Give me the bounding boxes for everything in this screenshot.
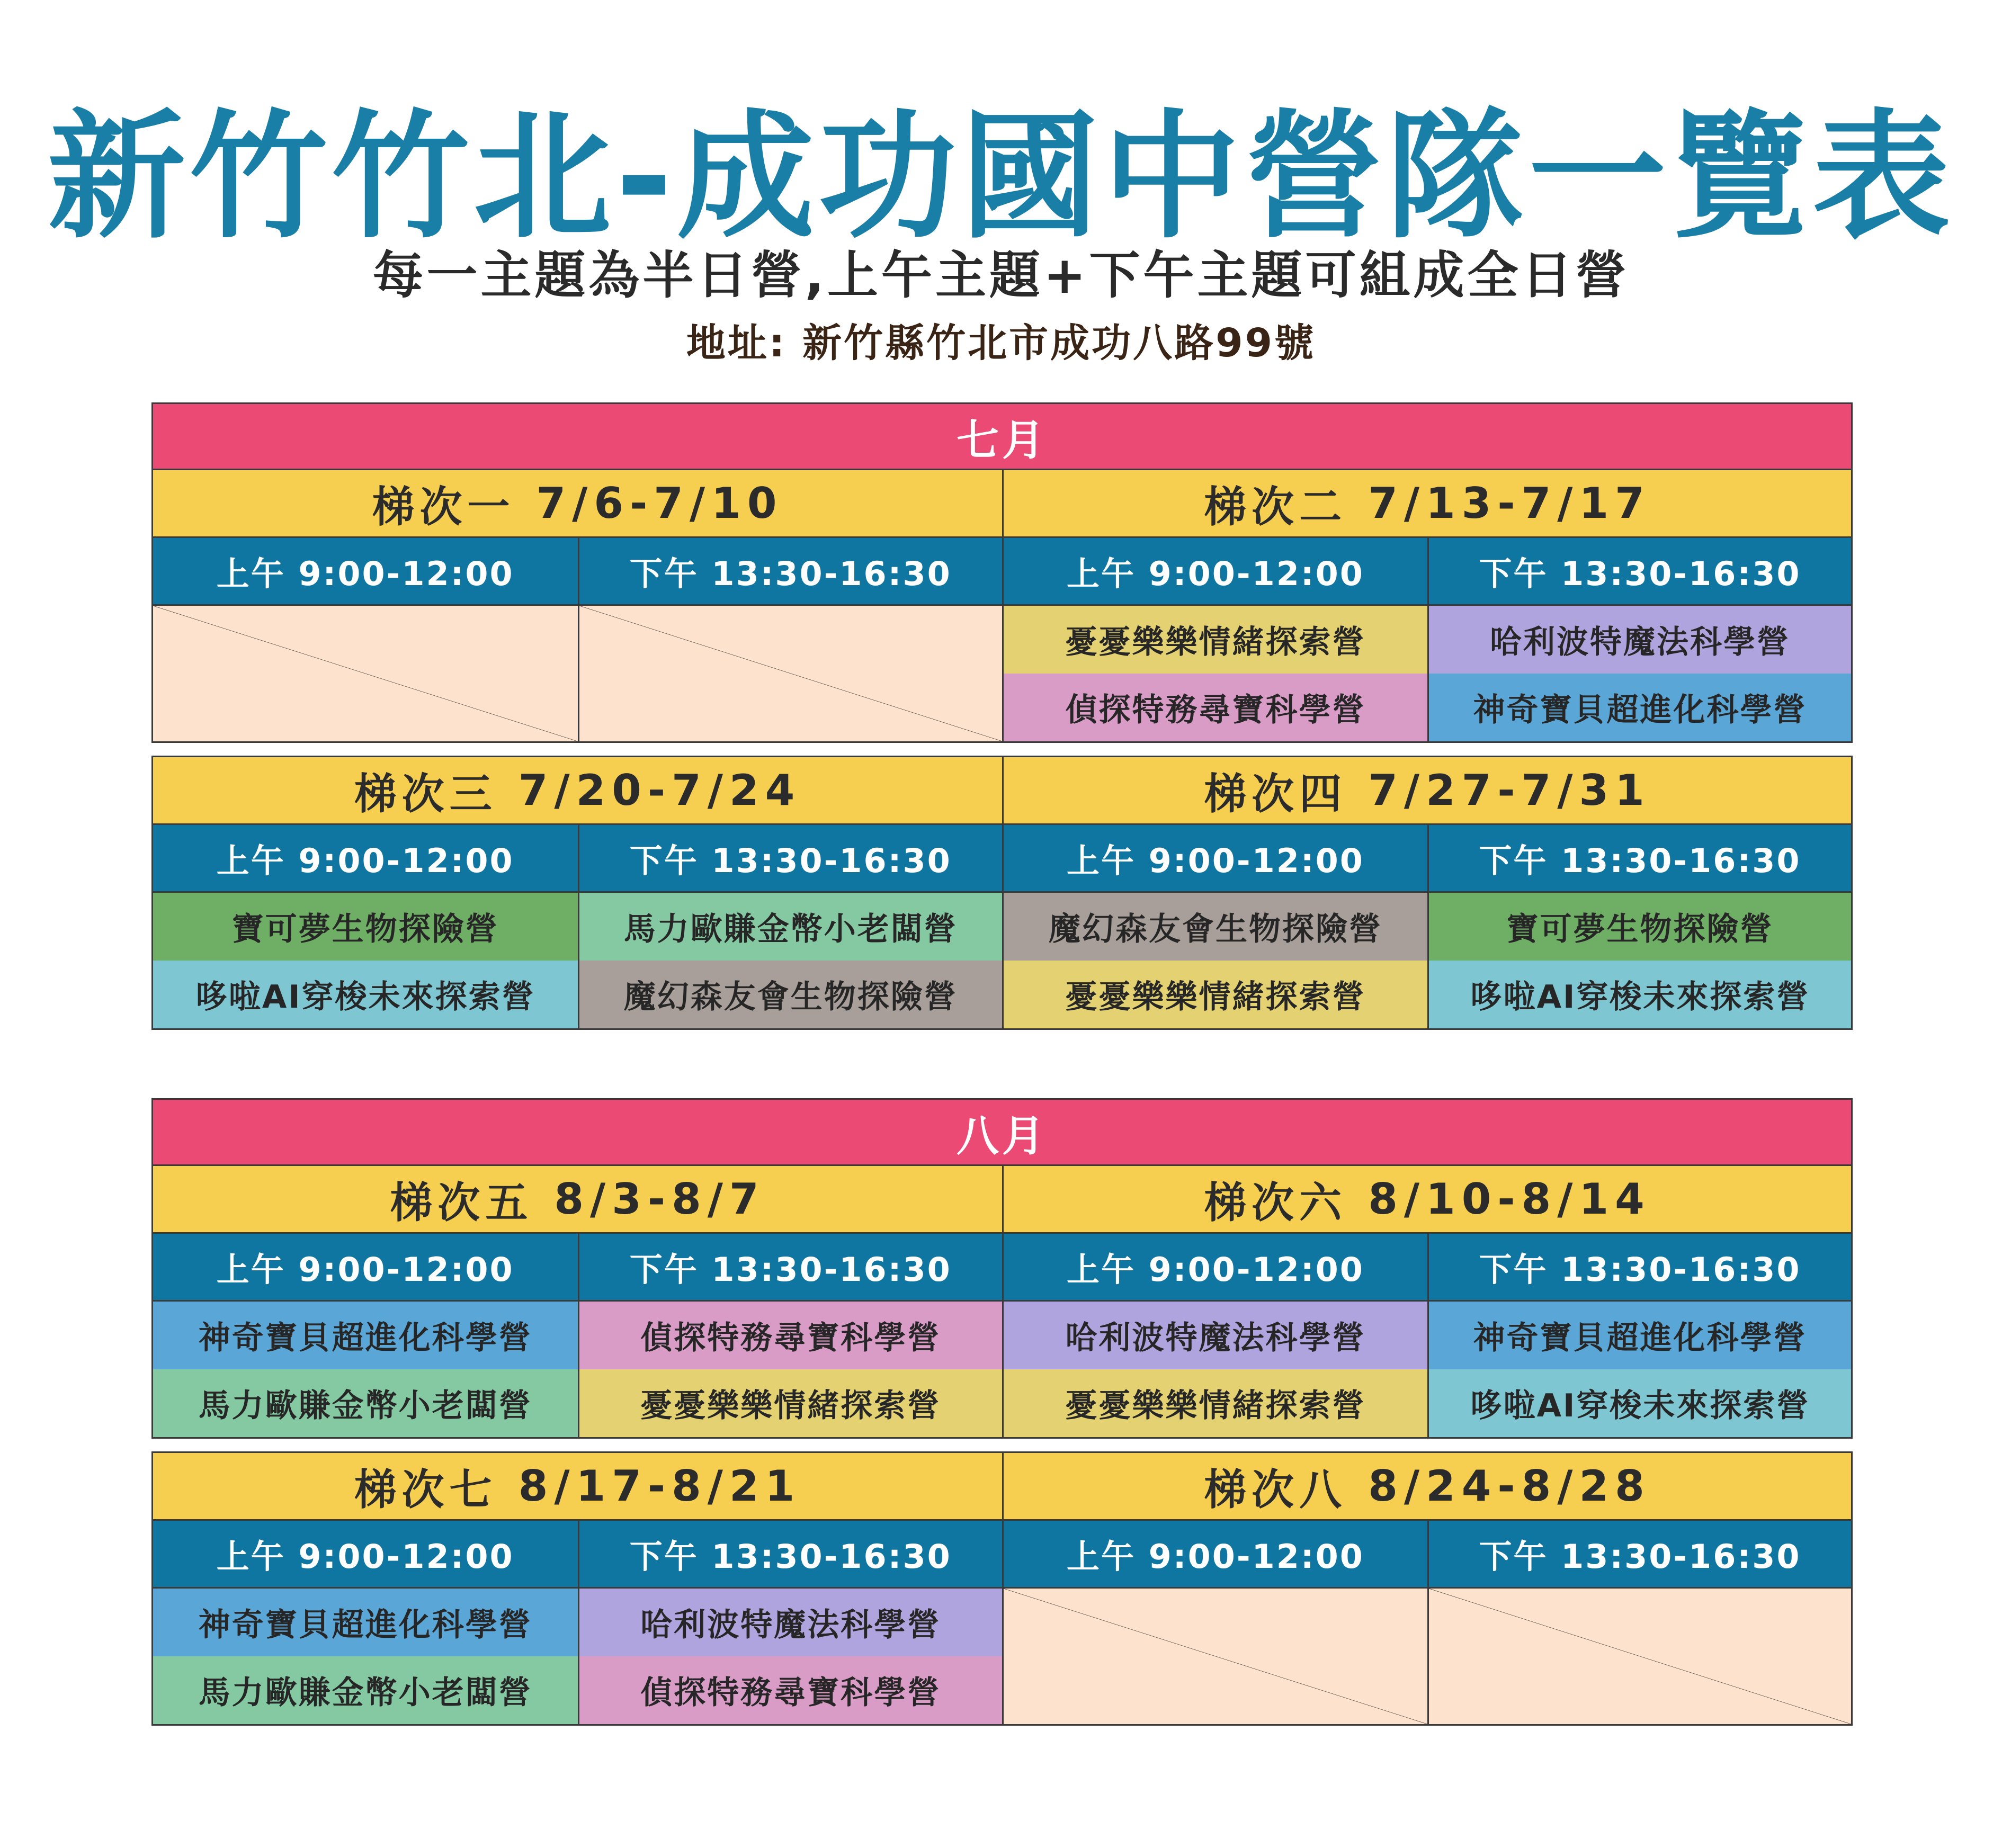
batch-dates: 8/10-8/14 [1368,1174,1651,1224]
camp-cell: 魔幻森友會生物探險營 [1004,893,1427,961]
batch-header [153,1166,1002,1234]
camp-cell: 馬力歐賺金幣小老闆營 [153,1656,578,1724]
camp-cell: 憂憂樂樂情緒探索營 [1004,1369,1427,1437]
batch-dates: 8/3-8/7 [554,1174,765,1224]
batch-4 [1002,757,1851,1028]
afternoon-time: 下午 13:30-16:30 [1427,538,1851,604]
afternoon-time: 下午 13:30-16:30 [578,1521,1003,1587]
batch-name: 梯次四 [1204,769,1347,819]
camp-cell: 哈利波特魔法科學營 [1004,1302,1427,1369]
afternoon-time: 下午 13:30-16:30 [578,538,1003,604]
camp-cell: 魔幻森友會生物探險營 [579,961,1003,1028]
empty-slot [579,606,1003,741]
month-section-august [151,1098,1853,1726]
batch-5 [153,1166,1002,1437]
empty-slot [153,606,578,741]
batch-header [1004,1453,1851,1521]
batch-name: 梯次一 [372,482,515,532]
batch-2 [1002,470,1851,741]
empty-slot [1004,1589,1427,1724]
morning-time: 上午 9:00-12:00 [1004,1234,1427,1300]
camp-cell: 偵探特務尋寶科學營 [1004,674,1427,741]
afternoon-time: 下午 13:30-16:30 [1427,825,1851,891]
month-header: 八月 [151,1098,1853,1166]
morning-time: 上午 9:00-12:00 [153,1521,578,1587]
camp-cell: 馬力歐賺金幣小老闆營 [579,893,1003,961]
batch-name: 梯次六 [1204,1178,1347,1227]
morning-time: 上午 9:00-12:00 [153,538,578,604]
month-section-july [151,402,1853,1030]
batch-1 [153,470,1002,741]
batch-6 [1002,1166,1851,1437]
page-subtitle: 每一主題為半日營,上午主題+下午主題可組成全日營 [372,246,1630,305]
batch-header [153,470,1002,538]
camp-cell: 神奇寶貝超進化科學營 [1429,1302,1851,1369]
afternoon-time: 下午 13:30-16:30 [578,1234,1003,1300]
batch-name: 梯次三 [354,769,497,819]
batch-header [1004,1166,1851,1234]
camp-cell: 神奇寶貝超進化科學營 [153,1589,578,1656]
batch-dates: 7/13-7/17 [1368,479,1651,528]
camp-cell: 神奇寶貝超進化科學營 [1429,674,1851,741]
batch-row [151,1166,1853,1439]
batch-dates: 7/20-7/24 [518,766,801,815]
camp-cell: 偵探特務尋寶科學營 [579,1302,1003,1369]
afternoon-time: 下午 13:30-16:30 [1427,1521,1851,1587]
camp-cell: 哈利波特魔法科學營 [1429,606,1851,674]
batch-name: 梯次五 [390,1178,533,1227]
batch-row [151,1451,1853,1726]
camp-cell: 憂憂樂樂情緒探索營 [1004,606,1427,674]
morning-time: 上午 9:00-12:00 [153,825,578,891]
empty-slot [1429,1589,1851,1724]
morning-time: 上午 9:00-12:00 [1004,1521,1427,1587]
camp-cell: 哆啦AI穿梭未來探索營 [1429,961,1851,1028]
camp-cell: 哆啦AI穿梭未來探索營 [1429,1369,1851,1437]
afternoon-time: 下午 13:30-16:30 [578,825,1003,891]
batch-name: 梯次二 [1204,482,1347,532]
camp-cell: 馬力歐賺金幣小老闆營 [153,1369,578,1437]
morning-time: 上午 9:00-12:00 [1004,825,1427,891]
batch-row [151,756,1853,1030]
camp-cell: 偵探特務尋寶科學營 [579,1656,1003,1724]
page-title: 新竹竹北-成功國中營隊一覽表 [48,97,1954,257]
batch-dates: 7/27-7/31 [1368,766,1651,815]
camp-cell: 哈利波特魔法科學營 [579,1589,1003,1656]
batch-3 [153,757,1002,1028]
batch-header [1004,757,1851,825]
month-header: 七月 [151,402,1853,470]
afternoon-time: 下午 13:30-16:30 [1427,1234,1851,1300]
camp-cell: 寶可夢生物探險營 [1429,893,1851,961]
batch-dates: 8/17-8/21 [518,1461,801,1511]
batch-7 [153,1453,1002,1724]
address: 地址: 新竹縣竹北市成功八路99號 [686,320,1316,366]
batch-header [153,1453,1002,1521]
camp-cell: 寶可夢生物探險營 [153,893,578,961]
morning-time: 上午 9:00-12:00 [153,1234,578,1300]
batch-8 [1002,1453,1851,1724]
camp-cell: 憂憂樂樂情緒探索營 [579,1369,1003,1437]
batch-dates: 8/24-8/28 [1368,1461,1651,1511]
batch-row [151,470,1853,743]
batch-dates: 7/6-7/10 [536,479,783,528]
camp-cell: 神奇寶貝超進化科學營 [153,1302,578,1369]
camp-cell: 憂憂樂樂情緒探索營 [1004,961,1427,1028]
batch-header [153,757,1002,825]
batch-name: 梯次七 [354,1465,497,1514]
camp-cell: 哆啦AI穿梭未來探索營 [153,961,578,1028]
batch-name: 梯次八 [1204,1465,1347,1514]
morning-time: 上午 9:00-12:00 [1004,538,1427,604]
batch-header [1004,470,1851,538]
